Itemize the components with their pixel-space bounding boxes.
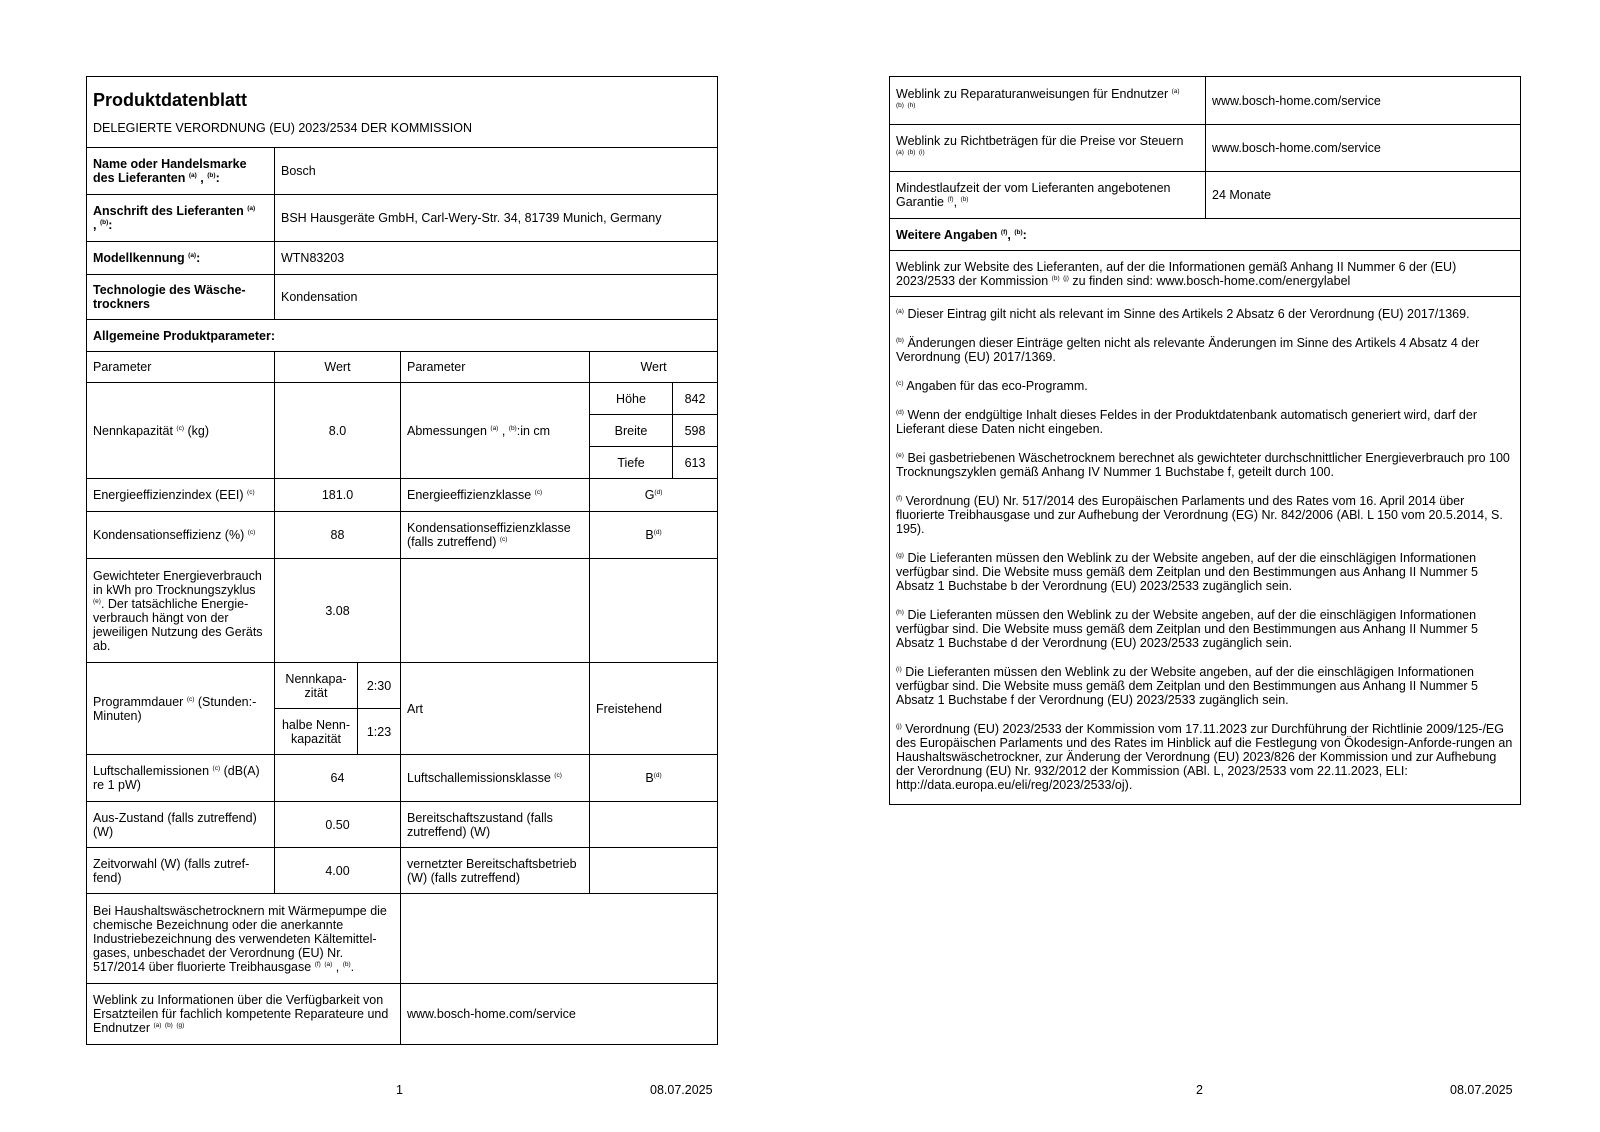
width-value: 598: [673, 415, 718, 447]
condensation-efficiency-label: Kondensationseffizienz (%) $^{(c)}$: [87, 512, 275, 559]
footnote-mark: (b): [896, 337, 904, 344]
weighted-energy-label: Gewichteter Energieverbrauch in kWh pro Trocknungszyklus $^{(e)}$. Der tatsächliche Energie-verbrauch hängt von der jeweiligen Nutzung des Geräts ab.: [87, 559, 275, 663]
delay-start-value: 4.00: [275, 848, 401, 894]
footnote-text: Die Lieferanten müssen den Weblink zu der Website angeben, auf der die einschlägigen Informationen verfügbar sind. Die Website muss gemäß dem Zeitplan und den Bestimmungen aus Anhang II Nummer 5 Absatz 1 Buchstabe b der Verordnung (EU) 2023/2533 zugänglich sein.: [896, 551, 1479, 593]
type-label: Art: [401, 663, 590, 755]
capacity-value: 8.0: [275, 383, 401, 479]
technology-label: Technologie des Wäsche-trockners: [87, 275, 275, 320]
standby-value: [590, 802, 718, 848]
header-cell: [87, 77, 718, 148]
footnote-text: Änderungen dieser Einträge gelten nicht als relevante Änderungen im Sinne des Artikels 4 Absatz 4 der Verordnung (EU) 2017/1369.: [896, 336, 1480, 364]
footnote-mark: (j): [896, 723, 902, 730]
footnote-text: Verordnung (EU) 2023/2533 der Kommission vom 17.11.2023 zur Durchführung der Richtlinie 2009/125-/EG des Europäischen Parlaments und des Rates im Hinblick auf die Festlegung von Ökodesign-Anforde-rungen an Haushaltswäschetrockner, zur Änderung der Verordnung (EU) 2023/826 der Kommission und zur Aufhebung der Verordnung (EU) Nr. 932/2012 der Kommission (ABl. L, 2023/2533 vom 22.11.2023, ELI: http://data.europa.eu/eli/reg/2023/2533/oj).: [896, 722, 1513, 792]
footnote-text: Die Lieferanten müssen den Weblink zu der Website angeben, auf der die einschlägigen Informationen verfügbar sind. Die Website muss gemäß dem Zeitplan und den Bestimmungen aus Anhang II Nummer 5 Absatz 1 Buchstabe f der Verordnung (EU) 2023/2533 zugänglich sein.: [896, 665, 1479, 707]
off-mode-label: Aus-Zustand (falls zutreffend) (W): [87, 802, 275, 848]
warranty-value: 24 Monate: [1206, 172, 1521, 219]
supplier-label: Name oder Handelsmarke des Lieferanten $^{(a)}$ , $^{(b)}$:: [87, 148, 275, 195]
footer-date: 08.07.2025: [1450, 1083, 1513, 1097]
footnote-item: [896, 379, 1514, 393]
footnote-item: [896, 494, 1514, 536]
eei-label: Energieeffizienzindex (EEI) $^{(c)}$: [87, 479, 275, 512]
product-data-sheet: [86, 76, 717, 1045]
footnote-item: [896, 408, 1514, 436]
network-standby-label: vernetzter Bereitschaftsbetrieb (W) (falls zutreffend): [401, 848, 590, 894]
product-data-sheet-continued: [889, 76, 1520, 805]
product-data-table: [86, 76, 718, 1045]
noise-class-value: $B^{(d)}$: [590, 755, 718, 802]
condensation-efficiency-value: 88: [275, 512, 401, 559]
footnote-text: Angaben für das eco-Programm.: [906, 379, 1088, 393]
footnote-item: [896, 722, 1514, 792]
regulation-title: DELEGIERTE VERORDNUNG (EU) 2023/2534 DER KOMMISSION: [93, 121, 473, 135]
noise-class-label: Luftschallemissionsklasse $^{(c)}$: [401, 755, 590, 802]
footnote-mark: (g): [896, 552, 904, 559]
footer-date: 08.07.2025: [650, 1083, 713, 1097]
spare-parts-link[interactable]: www.bosch-home.com/service: [401, 984, 718, 1045]
width-label: Breite: [590, 415, 673, 447]
empty-cell: [590, 559, 718, 663]
energy-class-value: $G^{(d)}$: [590, 479, 718, 512]
standby-label: Bereitschaftszustand (falls zutreffend) (W): [401, 802, 590, 848]
price-link[interactable]: www.bosch-home.com/service: [1206, 125, 1521, 172]
supplier-value: Bosch: [275, 148, 718, 195]
footnote-item: [896, 451, 1514, 479]
footnote-item: [896, 551, 1514, 593]
energylabel-website-text: Weblink zur Website des Lieferanten, auf der die Informationen gemäß Anhang II Nummer 6 der (EU) 2023/2533 der Kommission $^{(b)}$ $^{(j)}$ zu finden sind: www.bosch-home.com/energylabel: [890, 251, 1521, 297]
footnote-text: Wenn der endgültige Inhalt dieses Feldes in der Produktdatenbank automatisch generiert wird, darf der Lieferant diese Daten nicht eingeben.: [896, 408, 1477, 436]
address-label: Anschrift des Lieferanten $^{(a)}$ , $^{(b)}$:: [87, 195, 275, 242]
col-value-header-2: Wert: [590, 352, 718, 383]
general-params-heading: Allgemeine Produktparameter:: [87, 320, 718, 352]
repair-instructions-link[interactable]: www.bosch-home.com/service: [1206, 77, 1521, 125]
eei-value: 181.0: [275, 479, 401, 512]
noise-value: 64: [275, 755, 401, 802]
depth-label: Tiefe: [590, 447, 673, 479]
refrigerant-label: Bei Haushaltswäschetrocknern mit Wärmepumpe die chemische Bezeichnung oder die anerkannte Industriebezeichnung des verwendeten Kältemittel-gases, unbeschadet der Verordnung (EU) Nr. 517/2014 über fluorierte Treibhausgase $^{(f)}$ $^{(a)}$ , $^{(b)}$.: [87, 894, 401, 984]
technology-value: Kondensation: [275, 275, 718, 320]
duration-full-label: Nennkapa-zität: [275, 663, 358, 709]
height-value: 842: [673, 383, 718, 415]
footnote-item: [896, 336, 1514, 364]
empty-cell: [401, 559, 590, 663]
program-duration-label: Programmdauer $^{(c)}$ (Stunden:-Minuten): [87, 663, 275, 755]
footnote-text: Bei gasbetriebenen Wäschetrocknem berechnet als gewichteter durchschnittlicher Energieverbrauch pro 100 Trocknungszyklen gemäß Anhang IV Nummer 1 Buchstabe f, geteilt durch 100.: [896, 451, 1510, 479]
duration-half-label: halbe Nenn-kapazität: [275, 709, 358, 755]
condensation-class-value: $B^{(d)}$: [590, 512, 718, 559]
footnote-text: Dieser Eintrag gilt nicht als relevant im Sinne des Artikels 2 Absatz 6 der Verordnung (EU) 2017/1369.: [907, 307, 1470, 321]
noise-label: Luftschallemissionen $^{(c)}$ (dB(A) re 1 pW): [87, 755, 275, 802]
footnote-mark: (i): [896, 666, 902, 673]
col-param-header-2: Parameter: [401, 352, 590, 383]
duration-full-value: 2:30: [358, 663, 401, 709]
refrigerant-value: [401, 894, 718, 984]
warranty-label: Mindestlaufzeit der vom Lieferanten angebotenen Garantie $^{(f)}$, $^{(b)}$: [890, 172, 1206, 219]
footnotes: [890, 297, 1521, 805]
footnote-list: [896, 307, 1514, 792]
price-label: Weblink zu Richtbeträgen für die Preise vor Steuern $^{(a)}$ $^{(b)}$ $^{(i)}$: [890, 125, 1206, 172]
footnote-item: [896, 608, 1514, 650]
page-title: Produktdatenblatt: [93, 90, 248, 110]
footnote-item: [896, 307, 1514, 321]
address-value: BSH Hausgeräte GmbH, Carl-Wery-Str. 34, 81739 Munich, Germany: [275, 195, 718, 242]
dimensions-label: Abmessungen $^{(a)}$ , $^{(b)}$:in cm: [401, 383, 590, 479]
condensation-class-label: Kondensationseffizienzklasse (falls zutreffend) $^{(c)}$: [401, 512, 590, 559]
depth-value: 613: [673, 447, 718, 479]
product-data-table-2: [889, 76, 1521, 805]
footnote-mark: (e): [896, 452, 904, 459]
footnote-mark: (c): [896, 380, 904, 387]
page-number: 2: [1196, 1083, 1203, 1097]
height-label: Höhe: [590, 383, 673, 415]
network-standby-value: [590, 848, 718, 894]
delay-start-label: Zeitvorwahl (W) (falls zutref-fend): [87, 848, 275, 894]
col-value-header: Wert: [275, 352, 401, 383]
footnote-item: [896, 665, 1514, 707]
footnote-text: Verordnung (EU) Nr. 517/2014 des Europäischen Parlaments und des Rates vom 16. April 2014 über fluorierte Treibhausgase und zur Aufhebung der Verordnung (EG) Nr. 842/2006 (ABl. L 150 vom 20.5.2014, S. 195).: [896, 494, 1503, 536]
page-number: 1: [396, 1083, 403, 1097]
page-2: [800, 0, 1600, 1132]
further-info-heading: Weitere Angaben $^{(f)}$, $^{(b)}$:: [890, 219, 1521, 251]
energy-class-label: Energieeffizienzklasse $^{(c)}$: [401, 479, 590, 512]
model-value: WTN83203: [275, 242, 718, 275]
footnote-mark: (d): [896, 409, 904, 416]
repair-instructions-label: Weblink zu Reparaturanweisungen für Endnutzer $^{(a)}$ $^{(b)}$ $^{(h)}$: [890, 77, 1206, 125]
col-param-header: Parameter: [87, 352, 275, 383]
weighted-energy-value: 3.08: [275, 559, 401, 663]
capacity-label: Nennkapazität $^{(c)}$ (kg): [87, 383, 275, 479]
spare-parts-label: Weblink zu Informationen über die Verfügbarkeit von Ersatzteilen für fachlich kompetente Reparateure und Endnutzer $^{(a)}$ $^{(b)}$ $^{(g)}$: [87, 984, 401, 1045]
off-mode-value: 0.50: [275, 802, 401, 848]
type-value: Freistehend: [590, 663, 718, 755]
duration-half-value: 1:23: [358, 709, 401, 755]
model-label: Modellkennung $^{(a)}$:: [87, 242, 275, 275]
footnote-mark: (a): [896, 308, 904, 315]
footnote-mark: (h): [896, 609, 904, 616]
footnote-mark: (f): [896, 495, 903, 502]
footnote-text: Die Lieferanten müssen den Weblink zu der Website angeben, auf der die einschlägigen Informationen verfügbar sind. Die Website muss gemäß dem Zeitplan und den Bestimmungen aus Anhang II Nummer 5 Absatz 1 Buchstabe d der Verordnung (EU) 2023/2533 zugänglich sein.: [896, 608, 1479, 650]
